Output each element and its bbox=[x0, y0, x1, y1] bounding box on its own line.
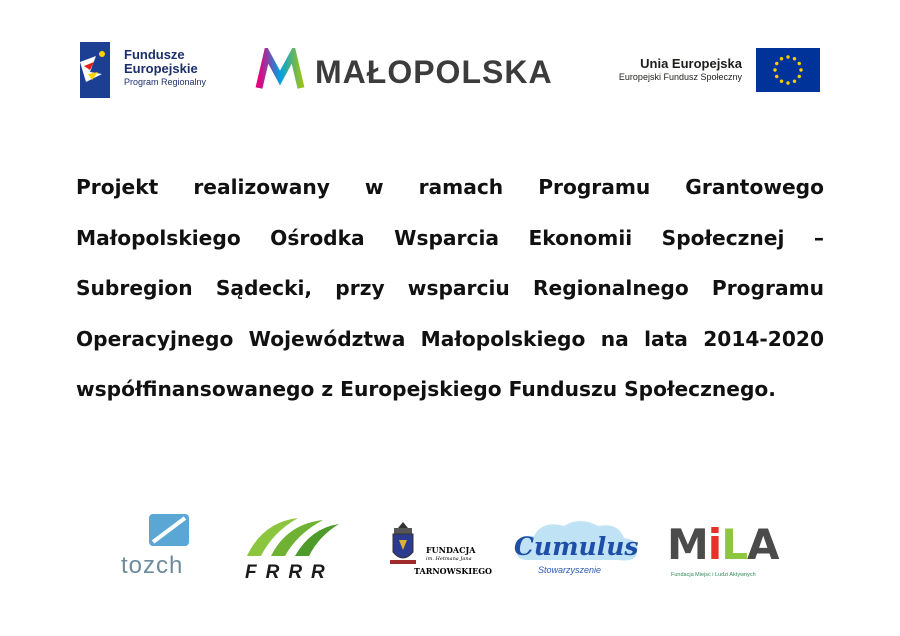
tarnowski-line3: TARNOWSKIEGO bbox=[414, 566, 493, 576]
fundusze-europejskie-emblem-icon bbox=[80, 42, 116, 98]
eu-flag-icon bbox=[756, 48, 820, 92]
tozch-tagline bbox=[119, 582, 120, 588]
frrr-leaves-icon bbox=[243, 512, 343, 560]
malopolska-logo bbox=[255, 48, 575, 98]
tozch-logo bbox=[115, 512, 220, 592]
eu-star-icon bbox=[793, 80, 796, 83]
eu-star-icon bbox=[775, 75, 778, 78]
tozch-emblem-icon bbox=[145, 512, 195, 550]
coat-of-arms-icon bbox=[388, 520, 418, 572]
frrr-name: FRRR bbox=[245, 562, 334, 583]
fundusze-line3: Program Regionalny bbox=[124, 77, 207, 88]
fundusze-europejskie-logo bbox=[80, 42, 230, 98]
tarnowski-line2: im. Hetmana Jana bbox=[426, 556, 472, 562]
eu-star-icon bbox=[793, 57, 796, 60]
mila-letter-m: M bbox=[667, 520, 708, 569]
mila-letter-a: A bbox=[746, 520, 779, 569]
cumulus-subtitle: Stowarzyszenie bbox=[538, 565, 602, 575]
mila-logo bbox=[665, 512, 790, 592]
unia-line2: Europejski Fundusz Społeczny bbox=[618, 71, 742, 82]
eu-star-icon bbox=[786, 55, 789, 58]
mila-letter-l: L bbox=[721, 520, 747, 569]
project-description: Projekt realizowany w ramach Programu Grantowego Małopolskiego Ośrodka Wsparcia Ekonomii Społecznej – Subregion Sądecki, przy wsparciu Regionalnego Programu Operacyjnego Województwa Małopolskiego na lata 2014-2020 współfinansowanego z Europejskiego Funduszu Społecznego. bbox=[76, 175, 824, 401]
eu-star-icon bbox=[798, 62, 801, 65]
unia-line1: Unia Europejska bbox=[640, 56, 742, 71]
malopolska-m-icon bbox=[255, 48, 305, 92]
fundusze-line1: Fundusze bbox=[124, 47, 185, 62]
mila-letter-i: i bbox=[707, 520, 722, 569]
malopolska-wordmark: MAŁOPOLSKA bbox=[315, 54, 553, 90]
eu-star-icon bbox=[799, 68, 802, 71]
mila-tagline: Fundacja Miejsc i Ludzi Aktywnych bbox=[671, 572, 756, 578]
eu-star-icon bbox=[798, 75, 801, 78]
cumulus-name: Cumulus bbox=[514, 532, 639, 561]
mila-wordmark bbox=[667, 520, 778, 569]
fundacja-tarnowskiego-logo bbox=[386, 512, 493, 592]
eu-star-icon bbox=[780, 57, 783, 60]
tarnowski-line1: FUNDACJA bbox=[426, 545, 476, 555]
eu-star-icon bbox=[786, 81, 789, 84]
fundusze-line2: Europejskie bbox=[124, 60, 198, 76]
cumulus-logo bbox=[508, 512, 648, 592]
eu-star-icon bbox=[780, 80, 783, 83]
eu-star-icon bbox=[773, 68, 776, 71]
unia-europejska-logo bbox=[600, 48, 820, 98]
frrr-logo bbox=[243, 512, 343, 592]
eu-star-icon bbox=[775, 62, 778, 65]
tozch-name: tozch bbox=[121, 552, 184, 579]
